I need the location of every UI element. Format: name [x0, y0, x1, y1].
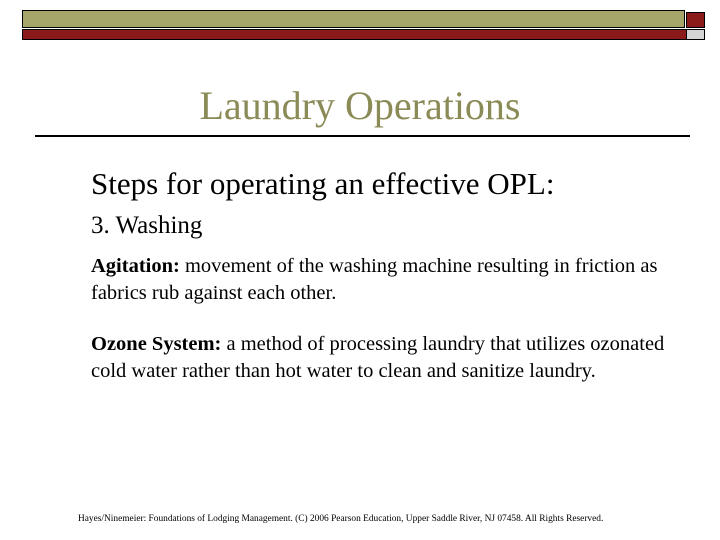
definition-agitation	[91, 253, 691, 307]
header-red-square	[686, 12, 705, 28]
definition-term: Agitation:	[91, 255, 180, 277]
definition-term: Ozone System:	[91, 333, 222, 355]
header-gray-square	[686, 29, 705, 40]
header-red-bar	[22, 29, 705, 40]
slide-title-text: Laundry Operations	[199, 83, 521, 128]
title-divider	[35, 135, 690, 137]
definition-text: a method of processing laundry that utilizes ozonated cold water rather than hot water to clean and sanitize laundry.	[91, 333, 665, 382]
header-olive-bar	[22, 10, 685, 28]
slide-subheading: 3. Washing	[91, 212, 203, 239]
slide-heading: Steps for operating an effective OPL:	[91, 166, 555, 201]
definition-ozone-system	[91, 331, 691, 385]
definition-text: movement of the washing machine resulting in friction as fabrics rub against each other.	[91, 255, 658, 304]
slide-title	[0, 82, 720, 129]
copyright-footer: Hayes/Ninemeier: Foundations of Lodging Management. (C) 2006 Pearson Education, Upper Saddle River, NJ 07458. All Rights Reserved.	[78, 514, 604, 524]
